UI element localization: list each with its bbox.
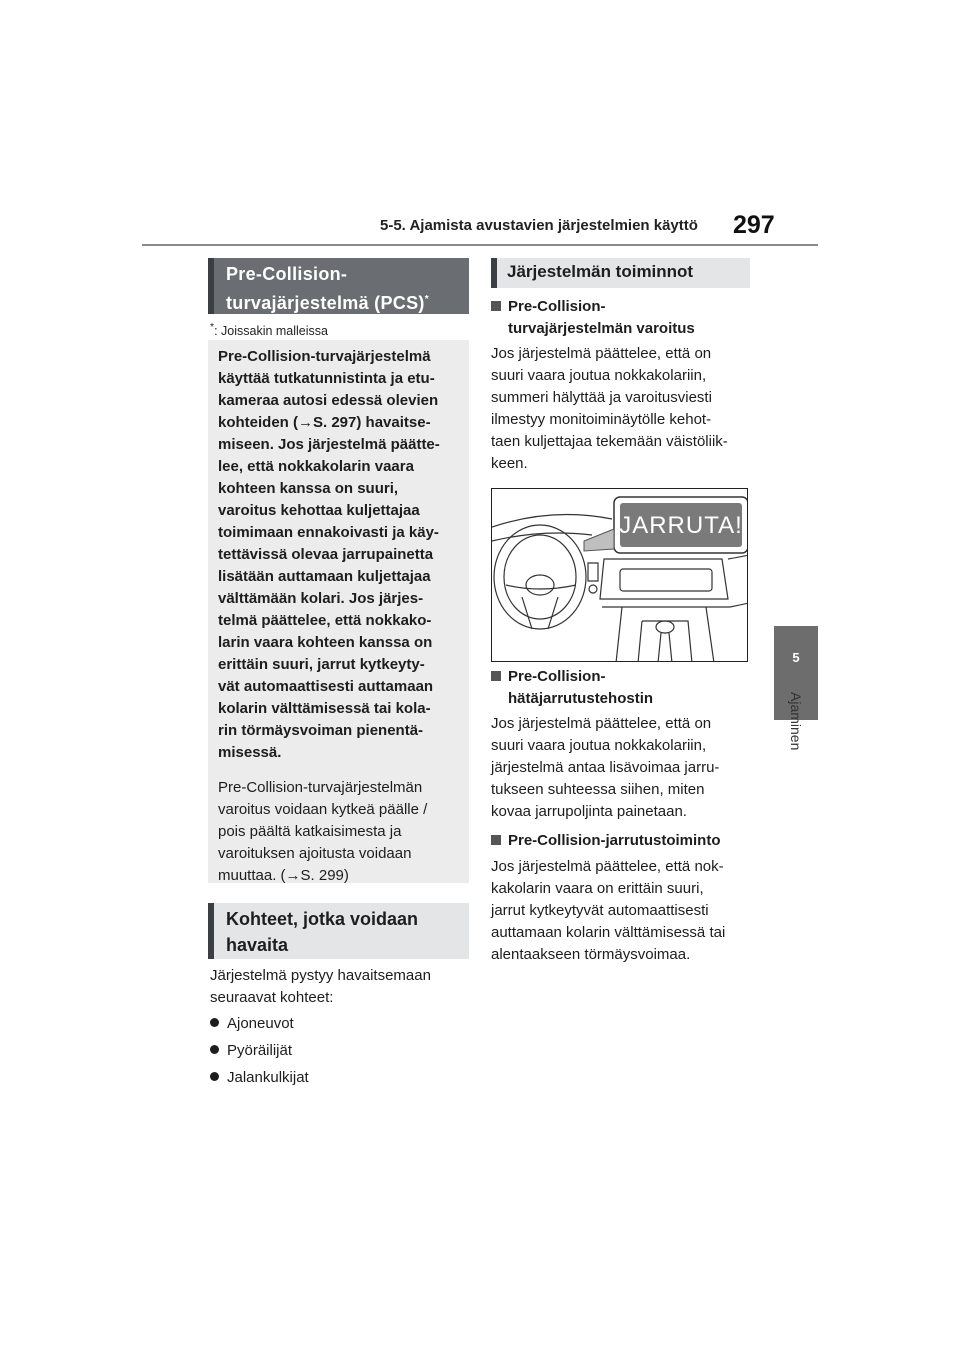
info-line: kolarin välttämisessä tai kola- <box>218 700 431 717</box>
targets-lead-text <box>210 965 468 1009</box>
list-item-text: Pyöräilijät <box>227 1042 293 1059</box>
para-line: keen. <box>491 455 528 472</box>
info-line: kameraa autosi edessä olevien <box>218 392 439 409</box>
page-number: 297 <box>733 211 775 239</box>
info-line: kohteiden (→S. 297) havaitse- <box>218 414 431 431</box>
info-line: toimimaan ennakoivasti ja käy- <box>218 524 439 541</box>
subheading-line: hätäjarrutustehostin <box>508 690 654 707</box>
lead-line: seuraavat kohteet: <box>210 989 334 1006</box>
info-line: Pre-Collision-turvajärjestelmä <box>218 348 431 365</box>
para-line: Jos järjestelmä päättelee, että on <box>491 345 712 362</box>
warning-paragraph <box>491 343 751 475</box>
lead-line: Järjestelmä pystyy havaitsemaan <box>210 967 431 984</box>
braking-paragraph <box>491 856 751 966</box>
bullet-icon <box>210 1072 219 1081</box>
info-line: lee, että nokkakolarin vaara <box>218 458 414 475</box>
targets-list <box>210 1013 468 1094</box>
info-line: Pre-Collision-turvajärjestelmän <box>218 779 423 796</box>
para-line: Jos järjestelmä päättelee, että on <box>491 715 712 732</box>
pcs-title-footnote-mark: * <box>424 294 429 305</box>
info-line: larin vaara kohteen kanssa on <box>218 634 433 651</box>
chapter-tab-label: Ajaminen <box>788 692 804 751</box>
info-line: rin törmäysvoiman pienentä- <box>218 722 424 739</box>
info-line: miseen. Jos järjestelmä päätte- <box>218 436 440 453</box>
subheading-warning <box>491 296 751 340</box>
list-item <box>210 1040 468 1062</box>
square-bullet-icon <box>491 671 501 681</box>
para-line: kovaa jarrupoljinta painetaan. <box>491 803 687 820</box>
info-line: kohteen kanssa on suuri, <box>218 480 399 497</box>
para-line: järjestelmä antaa lisävoimaa jarru- <box>491 759 720 776</box>
pcs-title-line2-wrap <box>226 287 469 316</box>
subheading-braking <box>491 830 751 852</box>
subheading-line: turvajärjestelmän varoitus <box>508 320 695 337</box>
para-line: jarrut kytkeytyvät automaattisesti <box>491 902 709 919</box>
display-warning-text: JARRUTA! <box>619 512 743 539</box>
para-line: kakolarin vaara on erittäin suuri, <box>491 880 704 897</box>
para-line: tukseen suhteessa siihen, miten <box>491 781 705 798</box>
bullet-icon <box>210 1018 219 1027</box>
info-line: varoitus kehottaa kuljettajaa <box>218 502 420 519</box>
list-item <box>210 1067 468 1089</box>
bullet-icon <box>210 1045 219 1054</box>
dashboard-drawing <box>492 489 748 662</box>
para-line: summeri hälyttää ja varoitusviesti <box>491 389 712 406</box>
info-line: misessä. <box>218 744 282 761</box>
info-line: tettävissä olevaa jarrupainetta <box>218 546 434 563</box>
info-normal-paragraph <box>218 777 459 887</box>
info-line: erittäin suuri, jarrut kytkeyty- <box>218 656 425 673</box>
info-bold-paragraph <box>218 346 459 764</box>
functions-title: Järjestelmän toiminnot <box>507 262 694 281</box>
info-line: telmä päättelee, että nokkako- <box>218 612 432 629</box>
subheading-line: Pre-Collision- <box>508 668 606 685</box>
header-divider <box>142 244 818 246</box>
square-bullet-icon <box>491 835 501 845</box>
list-item-text: Ajoneuvot <box>227 1015 294 1032</box>
para-line: alentaakseen törmäysvoimaa. <box>491 946 691 963</box>
subheading-brake-assist <box>491 666 751 710</box>
chapter-tab-number: 5 <box>792 650 800 665</box>
info-line: välttämään kolari. Jos järjes- <box>218 590 424 607</box>
subheading-line: Pre-Collision- <box>508 298 606 315</box>
targets-title-line1: Kohteet, jotka voidaan <box>226 909 419 929</box>
info-line: muuttaa. (→S. 299) <box>218 867 349 884</box>
info-line: lisätään auttamaan kuljettajaa <box>218 568 431 585</box>
list-item-text: Jalankulkijat <box>227 1069 309 1086</box>
running-header-section: 5-5. Ajamista avustavien järjestelmien käyttö <box>380 217 698 234</box>
targets-title-line2: havaita <box>226 935 289 955</box>
targets-section-heading <box>208 903 469 959</box>
info-line: varoituksen ajoitusta voidaan <box>218 845 412 862</box>
functions-section-heading <box>491 258 750 288</box>
footnote <box>210 322 328 338</box>
pcs-title-line2: turvajärjestelmä (PCS) <box>226 293 425 313</box>
info-line: varoitus voidaan kytkeä päälle / <box>218 801 428 818</box>
footnote-mark: * <box>210 322 215 333</box>
para-line: suuri vaara joutua nokkakolariin, <box>491 737 707 754</box>
para-line: taen kuljettajaa tekemään väistöliik- <box>491 433 728 450</box>
info-line: vät automaattisesti auttamaan <box>218 678 434 695</box>
para-line: ilmestyy monitoiminäytölle kehot- <box>491 411 712 428</box>
info-line: pois päältä katkaisimesta ja <box>218 823 402 840</box>
pcs-info-box <box>208 340 469 883</box>
para-line: Jos järjestelmä päättelee, että nok- <box>491 858 724 875</box>
brake-assist-paragraph <box>491 713 751 823</box>
subheading-line: Pre-Collision-jarrutustoiminto <box>508 832 721 849</box>
para-line: auttamaan kolarin välttämisessä tai <box>491 924 726 941</box>
dashboard-illustration <box>491 488 748 662</box>
footnote-text: : Joissakin malleissa <box>214 324 328 339</box>
list-item <box>210 1013 468 1035</box>
info-line: käyttää tutkatunnistinta ja etu- <box>218 370 435 387</box>
square-bullet-icon <box>491 301 501 311</box>
pcs-title-line1: Pre-Collision- <box>226 264 348 284</box>
pcs-section-heading <box>208 258 469 314</box>
para-line: suuri vaara joutua nokkakolariin, <box>491 367 707 384</box>
